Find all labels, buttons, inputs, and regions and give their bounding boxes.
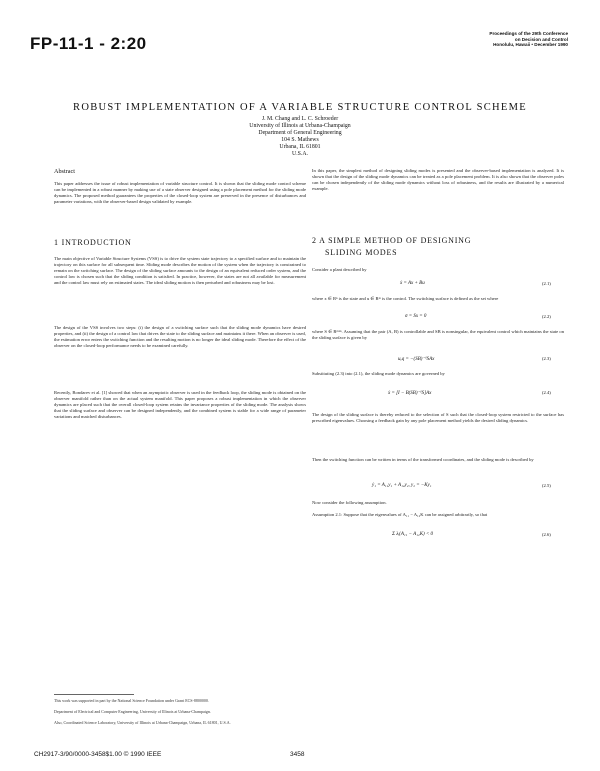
equation-number: (2.5) [542,483,551,488]
sec2-paragraph: where S ∈ Rᵐˣⁿ. Assuming that the pair (A, B) is controllable and SB is nonsingular, the equivalent control which maintains the state on the sliding surface is given by [312,329,564,341]
page-number: 3458 [290,751,305,758]
section-2-heading-line2: SLIDING MODES [325,248,398,257]
footnote: Department of Electrical and Computer Engineering, University of Illinois at Urbana-Champaign. [54,709,211,714]
sec2-paragraph: Assumption 2.1: Suppose that the eigenvalues of A₁₁ − A₁₂K can be assigned arbitrarily, so that [312,512,488,517]
equation-number: (2.1) [542,281,551,286]
intro-continued: In this paper, the simplest method of designing sliding modes is presented and the observer-based implementation is analyzed. It is shown that the design of the sliding mode dynamics can be treated as a pole placement problem. It is also shown that the observer poles can be chosen independently of the sliding mode dynamics without loss of robustness, and the results are illustrated by a numerical example. [312,168,564,192]
equation-number: (2.3) [542,356,551,361]
author-block [150,116,450,158]
equation: Σ λᵢ(A₁₁ − A₁₂K) < 0 [392,532,434,537]
equation: σ = Sx = 0 [405,314,427,319]
equation-number: (2.6) [542,532,551,537]
section-2-heading: 2 A SIMPLE METHOD OF DESIGNING [312,236,472,245]
proceedings-line: Honolulu, Hawaii • December 1990 [493,42,568,48]
proceedings-line: Proceedings of the 29th Conference [489,31,568,36]
affiliation-line: U.S.A. [292,151,308,157]
copyright-code: CH2917-3/90/0000-3458$1.00 © 1990 IEEE [34,751,162,758]
equation: ẋ = Ax + Bu [400,281,425,286]
author-names: J. M. Chang and L. C. Schroeder [261,116,339,122]
equation: uₑq = −(SB)⁻¹SAx [398,357,435,362]
abstract-text: This paper addresses the issue of robust implementation of variable structure control. It is shown that the sliding mode control scheme can be implemented in a robust manner by making use of a state observer designed using a pole placement method for the sliding mode dynamics. The proposed method guarantees the properties of the closed-loop system are preserved in the presence of disturbances and parameter variations, with the observer-based design validated by example. [54,181,306,205]
intro-paragraph: The design of the VSS involves two steps: (i) the design of a switching surface such that the sliding mode dynamics have desired properties, and (ii) the design of a control law that drives the state to the sliding surface and maintains it there. When an observer is used, the estimation error enters the switching function and the resulting motion is no longer the ideal sliding mode. Therefore the effect of the observer on the closed-loop performance needs to be examined carefully. [54,325,306,349]
affiliation-line: Urbana, IL 61801 [279,144,321,150]
intro-paragraph: Recently, Bondarev et al. [1] showed that when an asymptotic observer is used in the feedback loop, the sliding mode is obtained on the observer manifold rather than on the actual system manifold. This paper proposes a robust implementation in which the observer dynamics are placed such that the overall closed-loop system retains the invariance properties of the sliding mode. The analysis shows that the sliding surface and observer can be designed independently, and the combined system is stable for a wide range of parameter variations and matched disturbances. [54,390,306,420]
sec2-paragraph: Consider a plant described by [312,267,367,272]
equation: ẋ = [I − B(SB)⁻¹S]Ax [388,391,432,396]
affiliation-line: Department of General Engineering [258,130,342,136]
affiliation-line: University of Illinois at Urbana-Champaign [249,123,351,129]
paper-title: ROBUST IMPLEMENTATION OF A VARIABLE STRUCTURE CONTROL SCHEME [73,102,527,113]
affiliation-line: 104 S. Mathews [281,137,319,143]
intro-paragraph: The main objective of Variable Structure Systems (VSS) is to drive the system state trajectory to a specified surface and to maintain the trajectory on this surface for all subsequent time. Sliding mode describes the motion of the system when the trajectory is constrained to remain on the switching surface. The design of the sliding surface amounts to the design of an equivalent reduced order system, and the control law is chosen such that the sliding condition is satisfied. In practice, however, the states are not all available for measurement and the control law must rely on estimated states. The ideal sliding motion is then perturbed and robustness may be lost. [54,256,306,286]
equation-number: (2.4) [542,390,551,395]
sec2-paragraph: Then the switching function can be written in terms of the transformed coordinates, and the sliding mode is described by [312,457,534,462]
footnote-rule [54,694,134,695]
footnote: This work was supported in part by the National Science Foundation under Grant ECS-8800000. [54,698,209,703]
abstract-heading: Abstract [54,168,75,175]
sec2-paragraph: The design of the sliding surface is thereby reduced to the selection of S such that the closed-loop system restricted to the surface has prescribed eigenvalues. Choosing a feedback gain by any pole placement method yields the desired sliding dynamics. [312,412,564,424]
session-code: FP-11-1 - 2:20 [30,34,147,53]
equation: ẏ₁ = A₁₁y₁ + A₁₂y₂, y₂ = −Ky₁ [372,483,432,488]
sec2-paragraph: where x ∈ Rⁿ is the state and u ∈ Rᵐ is the control. The switching surface is defined as the set where [312,296,499,301]
section-1-heading: 1 INTRODUCTION [54,238,132,247]
sec2-paragraph: Now consider the following assumption. [312,500,387,505]
equation-number: (2.2) [542,314,551,319]
proceedings-line: on Decision and Control [514,36,568,42]
sec2-paragraph: Substituting (2.3) into (2.1), the sliding mode dynamics are governed by [312,371,445,376]
proceedings-note [448,31,568,48]
footnote: Also, Coordinated Science Laboratory, University of Illinois at Urbana-Champaign, Urbana, IL 61801, U.S.A. [54,720,231,725]
